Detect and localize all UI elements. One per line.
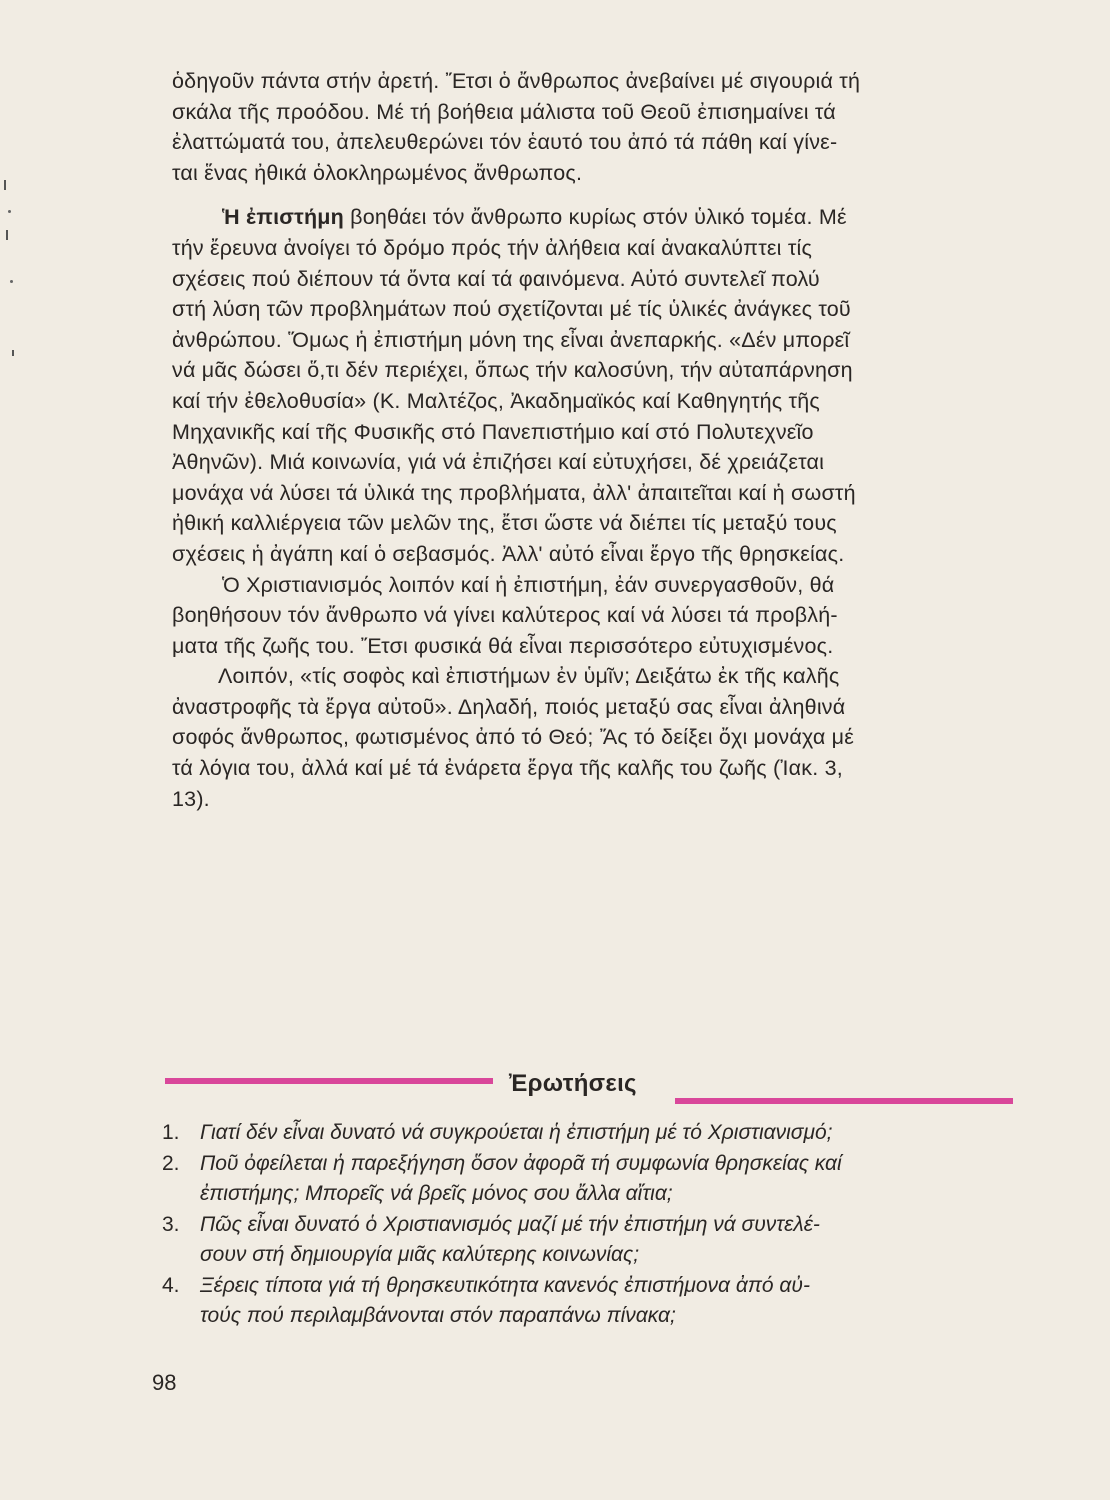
text-fragment: βοηθάει τόν ἄνθρωπο κυρίως στόν ὑλικό τομέα. Μέ (343, 205, 847, 230)
question-text: σουν στή δημιουργία μιᾶς καλύτερης κοινωνίας; (200, 1243, 640, 1266)
text-line: ἐλαττώματά του, ἀπελευθερώνει τόν ἑαυτό του ἀπό τά πάθη καί γίνε- (172, 130, 838, 155)
question-number: 3. (162, 1212, 180, 1236)
text-line: σκάλα τῆς προόδου. Μέ τή βοήθεια μάλιστα τοῦ Θεοῦ ἐπισημαίνει τά (172, 99, 836, 124)
question-text: Ποῦ ὀφείλεται ἡ παρεξήγηση ὅσον ἀφορᾶ τή συμφωνία θρησκείας καί (200, 1151, 842, 1175)
list-item (162, 1118, 1022, 1149)
text-line: ἠθική καλλιέργεια τῶν μελῶν της, ἔτσι ὥστε νά διέπει τίς μεταξύ τους (172, 511, 837, 536)
text-line: 13). (172, 786, 210, 811)
text-line: ὁδηγοῦν πάντα στήν ἀρετή. Ἔτσι ὁ ἄνθρωπος ἀνεβαίνει μέ σιγουριά τή (172, 69, 861, 93)
text-line: ἀναστροφῆς τὰ ἔργα αὐτοῦ». Δηλαδή, ποιός μεταξύ σας εἶναι ἀληθινά (172, 694, 846, 719)
text-line: σχέσεις ἡ ἀγάπη καί ὁ σεβασμός. Ἀλλ' αὐτό εἶναι ἔργο τῆς θρησκείας. (172, 541, 845, 566)
text-line: ται ἕνας ἠθικά ὁλοκληρωμένος ἄνθρωπος. (172, 160, 583, 185)
text-line: Λοιπόν, «τίς σοφὸς καὶ ἐπιστήμων ἐν ὑμῖν; Δειξάτω ἐκ τῆς καλῆς (218, 664, 840, 689)
text-line: σχέσεις πού διέπουν τά ὄντα καί τά φαινόμενα. Αὐτό συντελεῖ πολύ (172, 266, 820, 291)
science-heading: Ἡ ἐπιστήμη (222, 205, 344, 230)
question-text: Ξέρεις τίποτα γιά τή θρησκευτικότητα κανενός ἐπιστήμονα ἀπό αὐ- (200, 1273, 810, 1297)
text-line: Ὁ Χριστιανισμός λοιπόν καί ἡ ἐπιστήμη, ἐάν συνεργασθοῦν, θά (222, 572, 835, 597)
list-item (162, 1210, 1022, 1271)
page-number: 98 (152, 1370, 177, 1395)
text-line: Μηχανικῆς καί τῆς Φυσικῆς στό Πανεπιστήμιο καί στό Πολυτεχνεῖο (172, 419, 814, 444)
questions-list (162, 1118, 1022, 1332)
text-line: τήν ἔρευνα ἀνοίγει τό δρόμο πρός τήν ἀλήθεια καί ἀνακαλύπτει τίς (172, 235, 813, 260)
question-text: Πῶς εἶναι δυνατό ὁ Χριστιανισμός μαζί μέ τήν ἐπιστήμη νά συντελέ- (200, 1212, 820, 1236)
list-item (162, 1149, 1022, 1210)
text-line: σοφός ἄνθρωπος, φωτισμένος ἀπό τό Θεό; Ἄς τό δείξει ὄχι μονάχα μέ (172, 725, 855, 750)
text-line: ματα τῆς ζωῆς του. Ἔτσι φυσικά θά εἶναι περισσότερο εὐτυχισμένος. (172, 633, 834, 658)
text-line (172, 202, 1034, 233)
list-item (162, 1271, 1022, 1332)
body-text (172, 66, 1034, 814)
text-line: τά λόγια του, ἀλλά καί μέ τά ἐνάρετα ἔργα τῆς καλῆς του ζωῆς (Ἰακ. 3, (172, 756, 843, 781)
question-text: τούς πού περιλαμβάνονται στόν παραπάνω πίνακα; (200, 1304, 676, 1327)
questions-header (165, 1068, 1013, 1108)
text-line: καί τήν ἐθελοθυσία» (Κ. Μαλτέζος, Ἀκαδημαϊκός καί Καθηγητής τῆς (172, 388, 820, 413)
question-text: Γιατί δέν εἶναι δυνατό νά συγκρούεται ἡ ἐπιστήμη μέ τό Χριστιανισμό; (200, 1121, 833, 1144)
text-line: ἀνθρώπου. Ὅμως ἡ ἐπιστήμη μόνη της εἶναι ἀνεπαρκής. «Δέν μπορεῖ (172, 327, 850, 352)
text-line: Ἀθηνῶν). Μιά κοινωνία, γιά νά ἐπιζήσει καί εὐτυχήσει, δέ χρειάζεται (172, 450, 825, 475)
question-number: 1. (162, 1121, 180, 1144)
page-edge-marks (0, 160, 20, 400)
magenta-rule-right (675, 1098, 1013, 1104)
question-text: ἐπιστήμης; Μπορεῖς νά βρεῖς μόνος σου ἄλλα αἴτια; (200, 1182, 673, 1205)
text-line: στή λύση τῶν προβλημάτων πού σχετίζονται μέ τίς ὑλικές ἀνάγκες τοῦ (172, 297, 851, 322)
question-number: 2. (162, 1151, 180, 1175)
text-line: βοηθήσουν τόν ἄνθρωπο νά γίνει καλύτερος καί νά λύσει τά προβλή- (172, 603, 838, 628)
questions-title: Ἐρωτήσεις (509, 1070, 637, 1097)
magenta-rule-left (165, 1078, 493, 1084)
text-line: μονάχα νά λύσει τά ὑλικά της προβλήματα, ἀλλ' ἀπαιτεῖται καί ἡ σωστή (172, 480, 856, 505)
question-number: 4. (162, 1273, 180, 1297)
text-line: νά μᾶς δώσει ὅ,τι δέν περιέχει, ὅπως τήν καλοσύνη, τήν αὐταπάρνηση (172, 358, 853, 383)
